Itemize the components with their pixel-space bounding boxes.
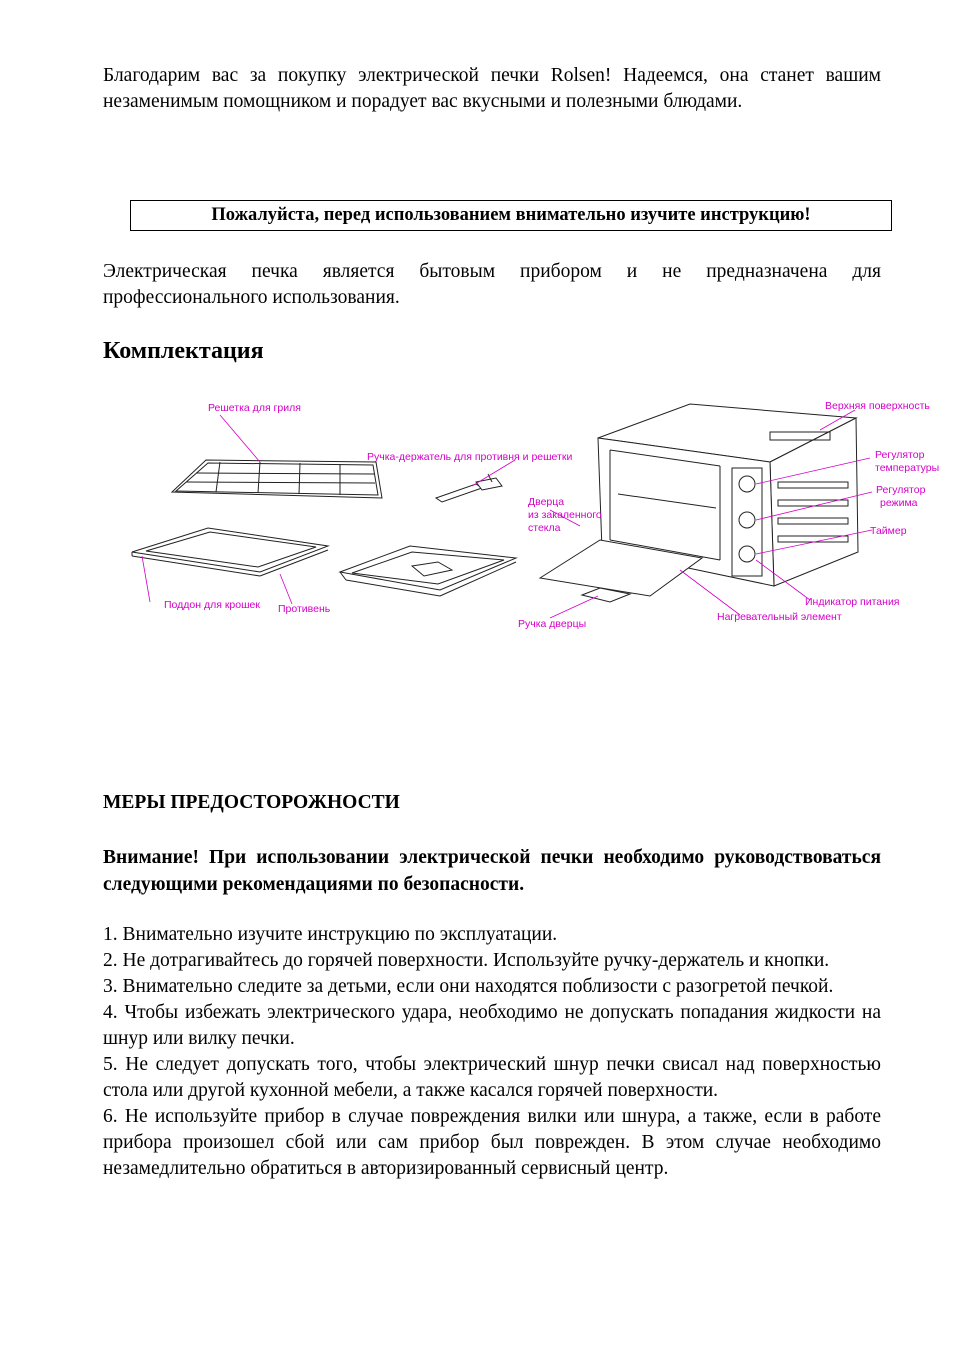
label-mode-regulator-line1: Регулятор: [876, 484, 926, 496]
rule-item: 1. Внимательно изучите инструкцию по эксплуатации.: [103, 924, 558, 945]
rule-item: 4. Чтобы избежать электрического удара, необходимо не допускать попадания жидкости на шнур или вилку печки.: [103, 1002, 881, 1049]
rule-item: 3. Внимательно следите за детьми, если они находятся поблизости с разогретой печкой.: [103, 976, 834, 997]
oven-kit-diagram: [120, 390, 950, 640]
rule-item: 6. Не используйте прибор в случае повреждения вилки или шнура, а также, если в работе прибора произошел сбой или сам прибор был поврежден. В этом случае необходимо незамедлительно обратиться в авторизированный сервисный центр.: [103, 1106, 881, 1179]
label-mode-regulator-line2: режима: [880, 497, 918, 509]
label-baking-tray: Противень: [278, 603, 331, 615]
label-door-line3: стекла: [528, 522, 561, 534]
baking-tray-drawing: [340, 546, 516, 596]
label-door-handle: Ручка дверцы: [518, 618, 587, 630]
notice-box: Пожалуйста, перед использованием внимательно изучите инструкцию!: [130, 200, 892, 231]
oven-drawing: [540, 404, 858, 602]
label-grill-rack: Решетка для гриля: [208, 402, 301, 414]
safety-rules-list: [103, 922, 881, 1182]
label-heating-element: Нагревательный элемент: [717, 611, 842, 623]
label-timer: Таймер: [870, 525, 907, 537]
label-top-surface: Верхняя поверхность: [825, 400, 930, 412]
intro-paragraph: Благодарим вас за покупку электрической печки Rolsen! Надеемся, она станет вашим незаменимым помощником и порадует вас вкусными и полезными блюдами.: [103, 65, 881, 112]
handle-holder-drawing: [436, 474, 502, 502]
label-temp-regulator-line1: Регулятор: [875, 449, 925, 461]
label-door-line1: Дверца: [528, 496, 565, 508]
kit-heading: Комплектация: [103, 338, 264, 364]
precautions-heading: МЕРЫ ПРЕДОСТОРОЖНОСТИ: [103, 792, 400, 813]
rule-item: 5. Не следует допускать того, чтобы электрический шнур печки свисал над поверхностью стола или другой кухонной мебели, а также касался горячей поверхности.: [103, 1054, 881, 1101]
label-crumb-tray: Поддон для крошек: [164, 599, 260, 611]
household-paragraph: Электрическая печка является бытовым прибором и не предназначена для профессионального использования.: [103, 261, 881, 308]
grill-rack-drawing: [172, 460, 382, 498]
safety-warning: Внимание! При использовании электрической печки необходимо руководствоваться следующими рекомендациями по безопасности.: [103, 847, 881, 895]
label-temp-regulator-line2: температуры: [875, 462, 940, 474]
label-power-indicator: Индикатор питания: [805, 596, 900, 608]
rule-item: 2. Не дотрагивайтесь до горячей поверхности. Используйте ручку-держатель и кнопки.: [103, 950, 830, 971]
label-handle-holder: Ручка-держатель для противня и решетки: [367, 451, 573, 463]
label-door-line2: из закаленного: [528, 509, 602, 521]
crumb-tray-drawing: [132, 528, 328, 576]
